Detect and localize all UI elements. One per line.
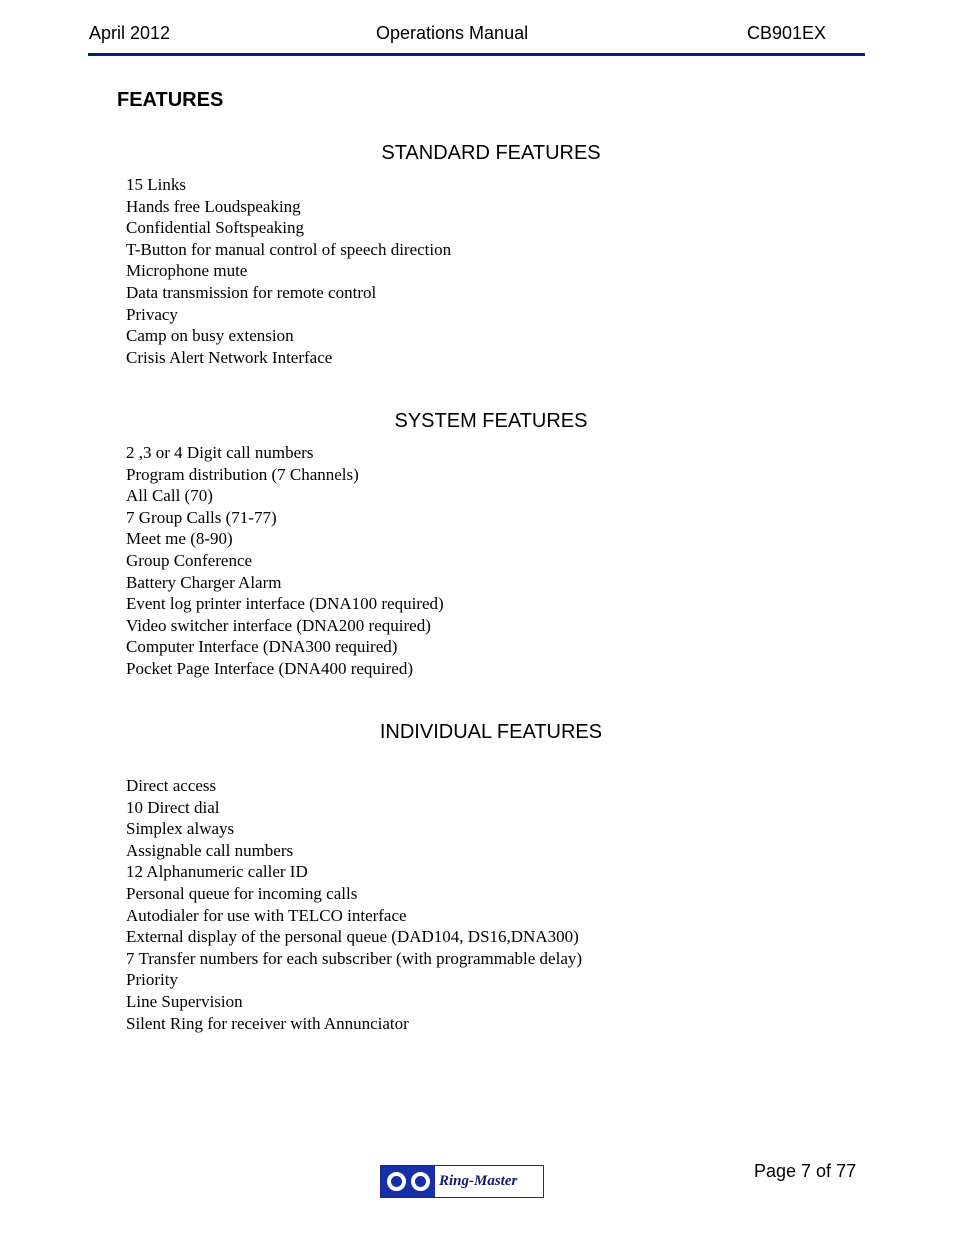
list-item: Battery Charger Alarm [126,572,282,592]
list-item: Video switcher interface (DNA200 required) [126,615,431,635]
list-item: Direct access [126,776,217,795]
list-item: Camp on busy extension [126,326,294,346]
list-item: 12 Alphanumeric caller ID [126,862,308,882]
section-title-system: SYSTEM FEATURES [394,410,588,432]
list-item: Pocket Page Interface (DNA400 required) [126,658,413,678]
section-title-standard: STANDARD FEATURES [381,142,601,164]
header-date: April 2012 [89,23,171,43]
list-item: T-Button for manual control of speech direction [126,239,452,259]
system-features-list [126,442,444,680]
list-item: Group Conference [126,550,253,570]
list-item: External display of the personal queue (DAD104, DS16,DNA300) [126,927,579,947]
list-item: Program distribution (7 Channels) [126,464,359,484]
section-title-individual: INDIVIDUAL FEATURES [379,721,603,743]
list-item: Priority [126,970,178,990]
list-item: 2 ,3 or 4 Digit call numbers [126,443,314,462]
list-item: 10 Direct dial [126,797,220,817]
individual-features-list [126,775,582,1034]
list-item: Simplex always [126,819,235,839]
page-title: FEATURES [117,89,224,111]
ring-icon [411,1172,430,1191]
logo-text: Ring-Master [439,1173,518,1189]
ring-master-logo [380,1165,544,1198]
list-item: Assignable call numbers [126,840,294,860]
list-item: Hands free Loudspeaking [126,196,301,216]
list-item: Microphone mute [126,261,248,281]
list-item: Autodialer for use with TELCO interface [126,905,407,925]
header-title: Operations Manual [376,23,529,43]
list-item: Data transmission for remote control [126,282,377,302]
list-item: Line Supervision [126,991,243,1011]
header-model: CB901EX [747,23,827,43]
page-number: Page 7 of 77 [754,1161,857,1181]
list-item: Computer Interface (DNA300 required) [126,637,398,657]
list-item: 7 Group Calls (71-77) [126,507,277,527]
list-item: 7 Transfer numbers for each subscriber (with programmable delay) [126,948,583,968]
list-item: Silent Ring for receiver with Annunciator [126,1013,409,1033]
ring-icon [387,1172,406,1191]
list-item: Confidential Softspeaking [126,218,305,238]
list-item: Privacy [126,304,178,324]
list-item: Event log printer interface (DNA100 required) [126,594,444,614]
list-item: Personal queue for incoming calls [126,883,358,903]
list-item: 15 Links [126,175,186,194]
logo-rings-icon [381,1166,435,1197]
standard-features-list [126,174,451,368]
header-rule [88,53,865,56]
list-item: Crisis Alert Network Interface [126,347,333,367]
list-item: All Call (70) [126,486,213,506]
list-item: Meet me (8-90) [126,529,233,549]
